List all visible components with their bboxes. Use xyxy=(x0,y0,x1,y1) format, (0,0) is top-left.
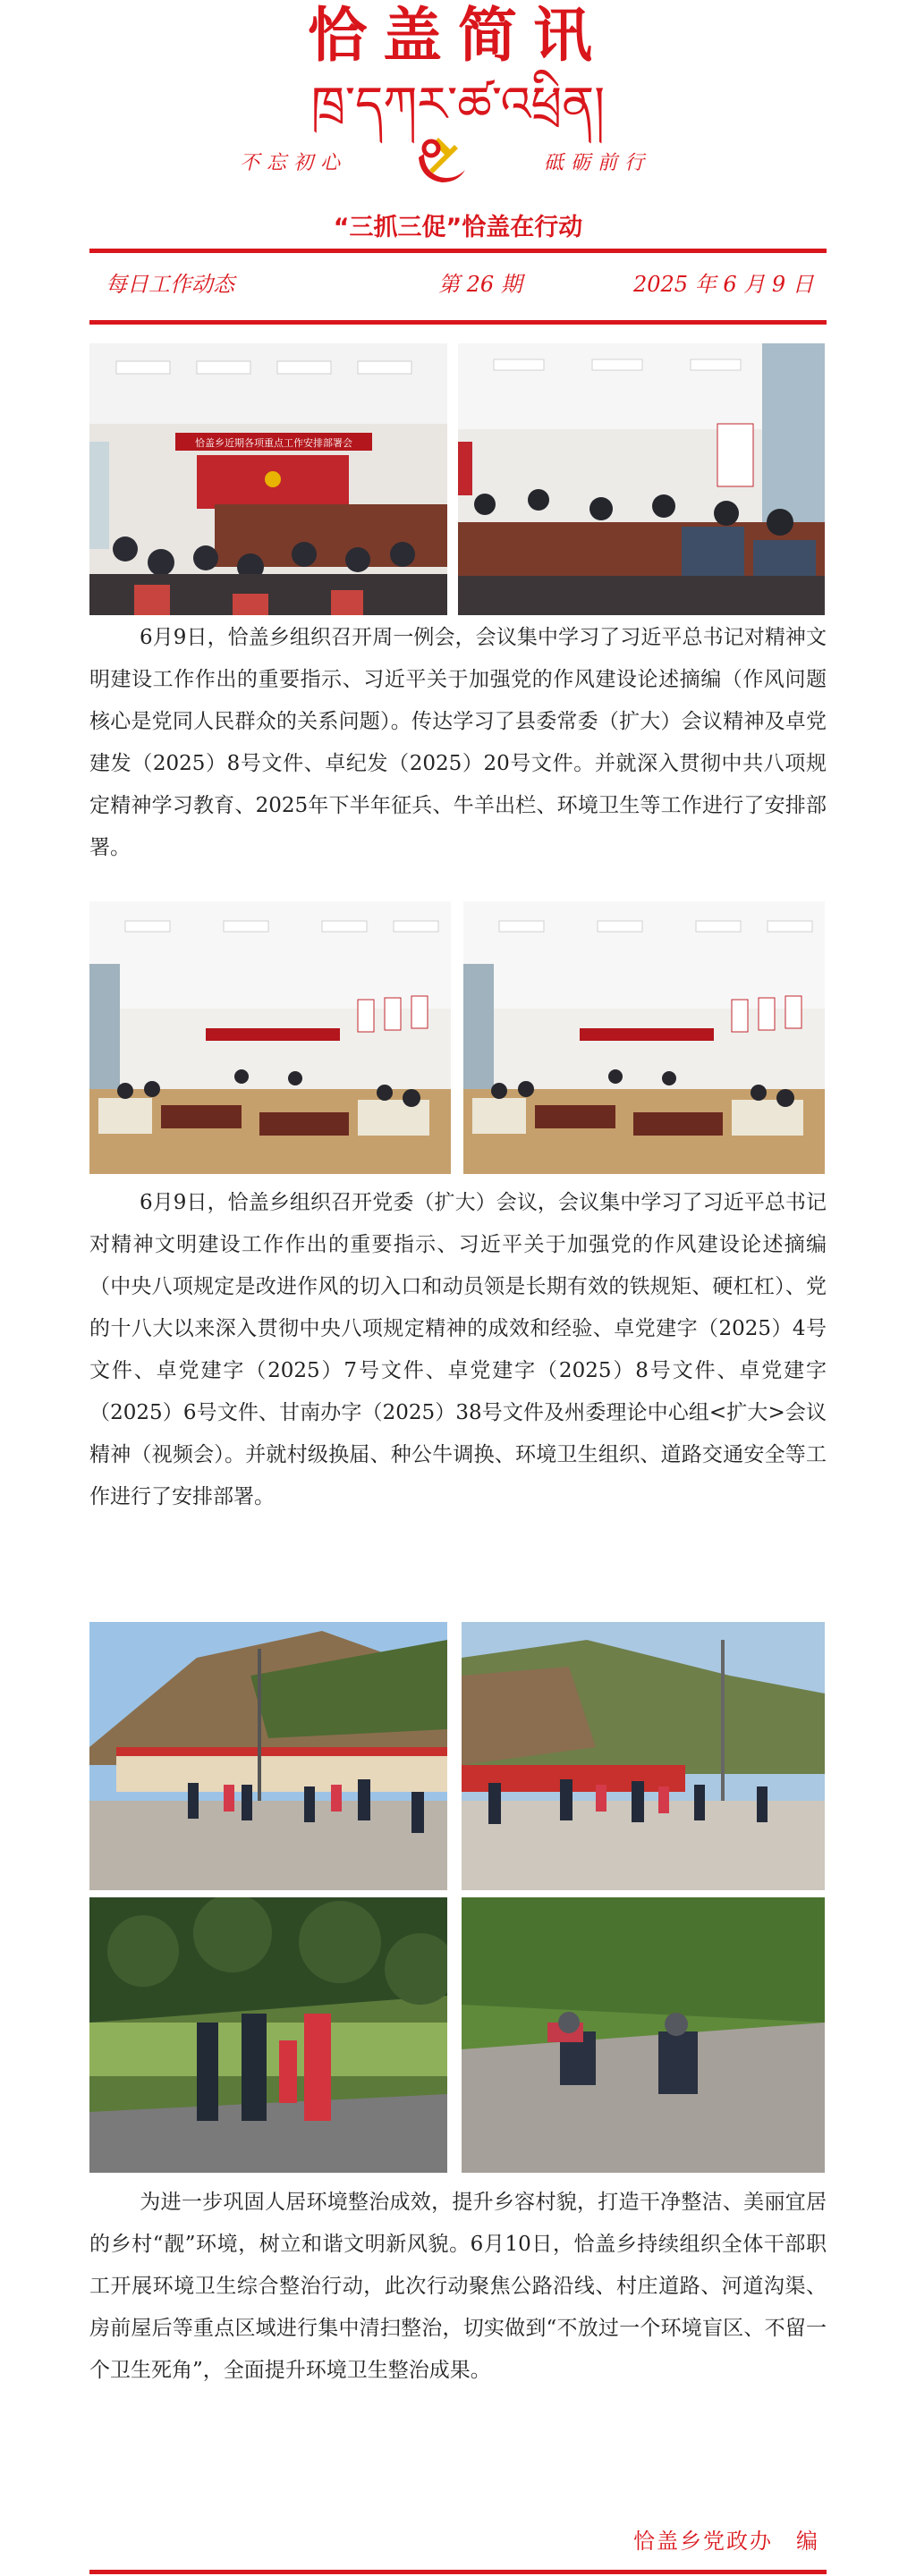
meeting-photo-2 xyxy=(458,343,825,615)
party-committee-photo-2 xyxy=(463,901,825,1174)
footer-divider xyxy=(89,2570,827,2574)
article-paragraph-3: 为进一步巩固人居环境整治成效，提升乡容村貌，打造干净整洁、美丽宜居的乡村“靓”环境，树立和谐文明新风貌。6月10日，恰盖乡持续组织全体干部职工开展环境卫生综合整治行动，此次行动聚焦公路沿线、村庄道路、河道沟渠、房前屋后等重点区域进行集中清扫整治，切实做到“不放过一个环境盲区、不留一个卫生死角”，全面提升环境卫生整治成果。 xyxy=(89,2191,827,2382)
cleanup-photo-1 xyxy=(89,1622,447,1890)
cleanup-photo-3 xyxy=(89,1897,447,2173)
header-divider-top xyxy=(89,249,827,253)
cleanup-photo-2 xyxy=(462,1622,825,1890)
issue-number: 第 26 期 xyxy=(438,272,522,297)
article-paragraph-2: 6月9日，恰盖乡组织召开党委（扩大）会议，会议集中学习了习近平总书记对精神文明建设工作作出的重要指示、习近平关于加强党的作风建设论述摘编（中央八项规定是改进作风的切入口和动员领是长期有效的铁规矩、硬杠杠）、党的十八大以来深入贯彻中央八项规定精神的成效和经验、卓党建字（2025）4号文件、卓党建字（2025）7号文件、卓党建字（2025）8号文件、卓党建字（2025）6号文件、甘南办字（2025）38号文件及州委理论中心组<扩大>会议精神（视频会）。并就村级换届、种公牛调换、环境卫生组织、道路交通安全等工作进行了安排部署。 xyxy=(89,1191,827,1508)
headline: “三抓三促”恰盖在行动 xyxy=(333,214,583,241)
masthead-title: 恰盖简讯 xyxy=(308,1,608,70)
issue-date: 2025 年 6 月 9 日 xyxy=(633,272,814,297)
meeting-banner-text: 恰盖乡近期各项重点工作安排部署会 xyxy=(195,437,352,449)
editor-credit: 恰盖乡党政办 编 xyxy=(633,2529,819,2554)
masthead-tibetan: ཁྲ་དཀར་ཚ་འཕྲིན། xyxy=(310,76,606,132)
party-emblem-icon xyxy=(411,131,471,186)
party-committee-photo-1 xyxy=(89,901,451,1174)
cleanup-photo-4 xyxy=(462,1897,825,2173)
meeting-photo-1 xyxy=(89,343,447,615)
slogan-left: 不忘初心 xyxy=(240,152,348,174)
column-name: 每日工作动态 xyxy=(106,272,234,297)
article-paragraph-1: 6月9日，恰盖乡组织召开周一例会，会议集中学习了习近平总书记对精神文明建设工作作出的重要指示、习近平关于加强党的作风建设论述摘编（作风问题核心是党同人民群众的关系问题）。传达学习了县委常委（扩大）会议精神及卓党建发（2025）8号文件、卓纪发（2025）20号文件。并就深入贯彻中共八项规定精神学习教育、2025年下半年征兵、牛羊出栏、环境卫生等工作进行了安排部署。 xyxy=(89,626,827,859)
slogan-right: 砥砺前行 xyxy=(544,152,652,174)
header-divider-bottom xyxy=(89,320,827,325)
